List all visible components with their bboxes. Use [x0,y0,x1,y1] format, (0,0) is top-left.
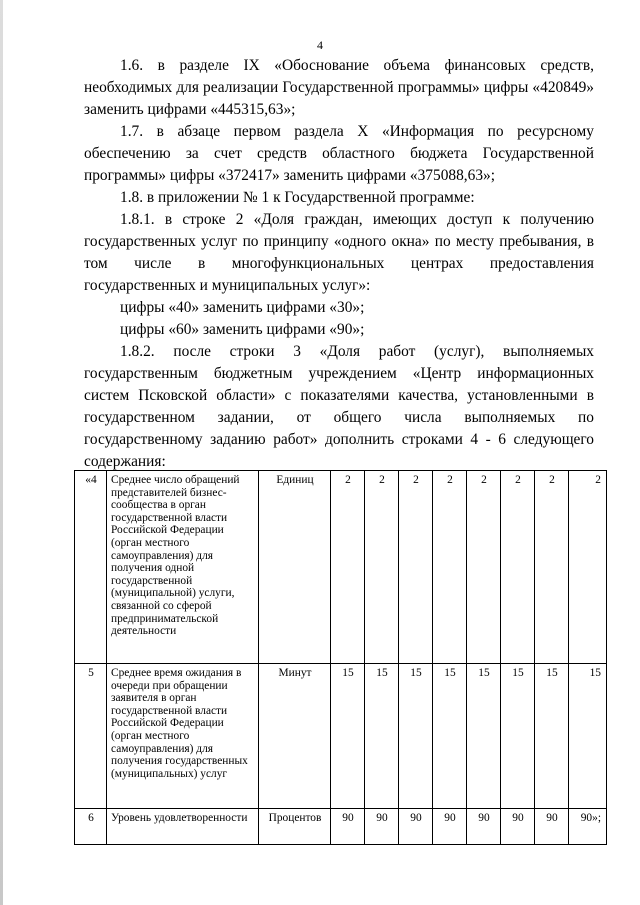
unit-of-measure: Процентов [259,809,331,845]
value-cell: 2 [569,471,607,664]
row-number: «4 [75,471,107,664]
document-body [84,55,594,473]
value-cell: 90 [399,809,433,845]
value-cell: 2 [501,471,535,664]
value-cell: 90 [501,809,535,845]
value-cell: 2 [467,471,501,664]
table-row [75,471,607,664]
unit-of-measure: Единиц [259,471,331,664]
value-cell: 2 [433,471,467,664]
value-cell: 2 [365,471,399,664]
table-row [75,664,607,809]
paragraph-1-8-2: 1.8.2. после строки 3 «Доля работ (услуг), выполняемых государственным бюджетным учреждением «Центр информационных систем Псковской области» с показателями качества, установленными в государственном задании, от общего числа выполняемых по государственному заданию работ» дополнить строками 4 - 6 следующего содержания: [84,343,594,470]
value-cell: 15 [331,664,365,809]
paragraph-replace-60: цифры «60» заменить цифрами «90»; [120,321,365,338]
value-cell: 90 [467,809,501,845]
table-row [75,809,607,845]
indicator-name: Среднее время ожидания в очереди при обращении заявителя в орган государственной власти Российской Федерации (орган местного самоуправления) для получения государственных (муниципальных) услуг [107,664,259,809]
row-number: 6 [75,809,107,845]
paragraph-1-8: 1.8. в приложении № 1 к Государственной программе: [120,189,475,206]
page-number: 4 [317,38,323,52]
row-number: 5 [75,664,107,809]
paragraph-1-8-1: 1.8.1. в строке 2 «Доля граждан, имеющих доступ к получению государственных услуг по принципу «одного окна» по месту пребывания, в том числе в многофункциональных центрах предоставления государственных и муниципальных услуг»: [84,211,594,294]
value-cell: 90 [331,809,365,845]
indicator-name: Среднее число обращений представителей бизнес-сообщества в орган государственной власти Российской Федерации (орган местного самоуправления) для получения одной государственной (муниципальной) услуги, связанной со сферой предпринимательской деятельности [107,471,259,664]
scan-edge [0,0,3,905]
paragraph-replace-40: цифры «40» заменить цифрами «30»; [120,299,365,316]
value-cell: 15 [467,664,501,809]
value-cell: 15 [501,664,535,809]
unit-of-measure: Минут [259,664,331,809]
paragraph-1-7: 1.7. в абзаце первом раздела X «Информация по ресурсному обеспечению за счет средств областного бюджета Государственной программы» цифры «372417» заменить цифрами «375088,63»; [84,123,594,184]
value-cell: 15 [399,664,433,809]
indicator-name: Уровень удовлетворенности [107,809,259,845]
value-cell: 90 [433,809,467,845]
value-cell: 90»; [569,809,607,845]
value-cell: 2 [535,471,569,664]
value-cell: 2 [399,471,433,664]
value-cell: 15 [569,664,607,809]
value-cell: 15 [433,664,467,809]
value-cell: 15 [535,664,569,809]
value-cell: 90 [535,809,569,845]
value-cell: 2 [331,471,365,664]
value-cell: 90 [365,809,399,845]
paragraph-1-6: 1.6. в разделе IX «Обоснование объема финансовых средств, необходимых для реализации Государственной программы» цифры «420849» заменить цифрами «445315,63»; [84,57,594,118]
indicators-table [74,470,607,845]
value-cell: 15 [365,664,399,809]
